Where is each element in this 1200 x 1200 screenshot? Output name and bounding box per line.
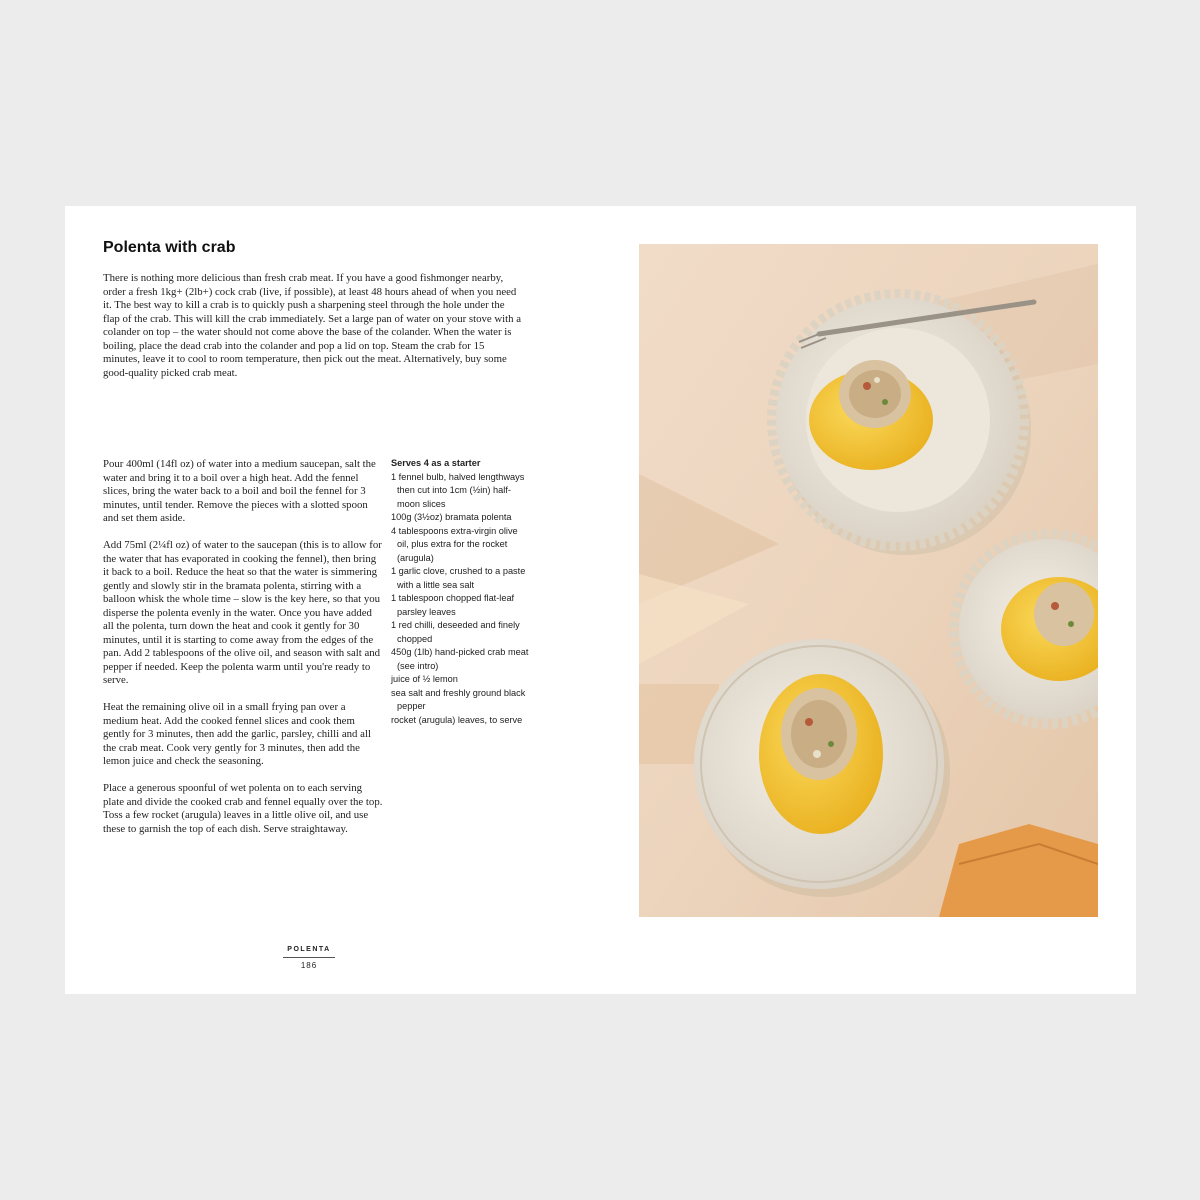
footer-rule <box>283 957 335 958</box>
page-footer <box>283 946 335 970</box>
ingredient-item: rocket (arugula) leaves, to serve <box>391 714 523 725</box>
ingredient-item: 4 tablespoons extra-virgin olive oil, plus extra for the rocket (arugula) <box>391 525 518 563</box>
serves-heading: Serves 4 as a starter <box>391 458 481 468</box>
ingredient-item: sea salt and freshly ground black pepper <box>391 687 526 711</box>
ingredient-item: 1 fennel bulb, halved lengthways then cut into 1cm (½in) half-moon slices <box>391 471 525 509</box>
method-column <box>103 458 383 850</box>
method-step: Heat the remaining olive oil in a small frying pan over a medium heat. Add the cooked fennel slices and cook them gently for 3 minutes, then add the garlic, parsley, chilli and all the crab meat. Cook very gently for 3 minutes, then add the lemon juice and check the seasoning. <box>103 701 371 767</box>
ingredient-item: 450g (1lb) hand-picked crab meat (see intro) <box>391 647 529 671</box>
ingredients-column <box>391 457 531 727</box>
recipe-intro: There is nothing more delicious than fresh crab meat. If you have a good fishmonger nearby, order a fresh 1kg+ (2lb+) cock crab (live, if possible), at least 48 hours ahead of when you need it. The best way to kill a crab is to quickly push a sharpening steel through the hole under the flap of the crab. This will kill the crab immediately. Set a large pan of water on your stove with a colander on top – the water should not come above the base of the colander. When the water is boiling, place the dead crab into the colander and pop a lid on top. Steam the crab for 15 minutes, leave it to cool to room temperature, then pick out the meat. Alternatively, buy some good-quality picked crab meat. <box>103 272 522 379</box>
section-label: POLENTA <box>287 946 331 953</box>
method-step: Add 75ml (2¼fl oz) of water to the saucepan (this is to allow for the water that has evaporated in cooking the fennel), then bring it back to a boil. Reduce the heat so that the water is simmering gently and slowly stir in the bramata polenta, stirring with a balloon whisk the whole time – slow is the key here, so that you disperse the polenta evenly in the water. Once you have added all the polenta, turn down the heat and cook it gently for 30 minutes, until it is starting to come away from the edges of the pan. Add 2 tablespoons of the olive oil, and season with salt and pepper if needed. Keep the polenta warm until you're ready to serve. <box>103 539 382 686</box>
ingredient-list <box>391 471 531 728</box>
ingredient-item: 1 tablespoon chopped flat-leaf parsley leaves <box>391 593 515 617</box>
ingredient-item: 100g (3½oz) bramata polenta <box>391 512 512 522</box>
method-step: Pour 400ml (14fl oz) of water into a medium saucepan, salt the water and bring it to a boil over a high heat. Add the fennel slices, bring the water back to a boil and boil the fennel for 3 minutes, until tender. Remove the pieces with a slotted spoon and set them aside. <box>103 458 376 524</box>
food-photo <box>639 244 1098 917</box>
page-number: 186 <box>300 961 318 970</box>
ingredient-item: juice of ½ lemon <box>391 674 458 684</box>
method-step: Place a generous spoonful of wet polenta on to each serving plate and divide the cooked crab and fennel equally over the top. Toss a few rocket (arugula) leaves in a little olive oil, and use these to garnish the top of each dish. Serve straightaway. <box>103 782 383 835</box>
book-spread <box>65 206 1136 994</box>
ingredient-item: 1 red chilli, deseeded and finely chopped <box>391 620 520 644</box>
ingredient-item: 1 garlic clove, crushed to a paste with a little sea salt <box>391 566 526 590</box>
recipe-title: Polenta with crab <box>103 239 236 256</box>
